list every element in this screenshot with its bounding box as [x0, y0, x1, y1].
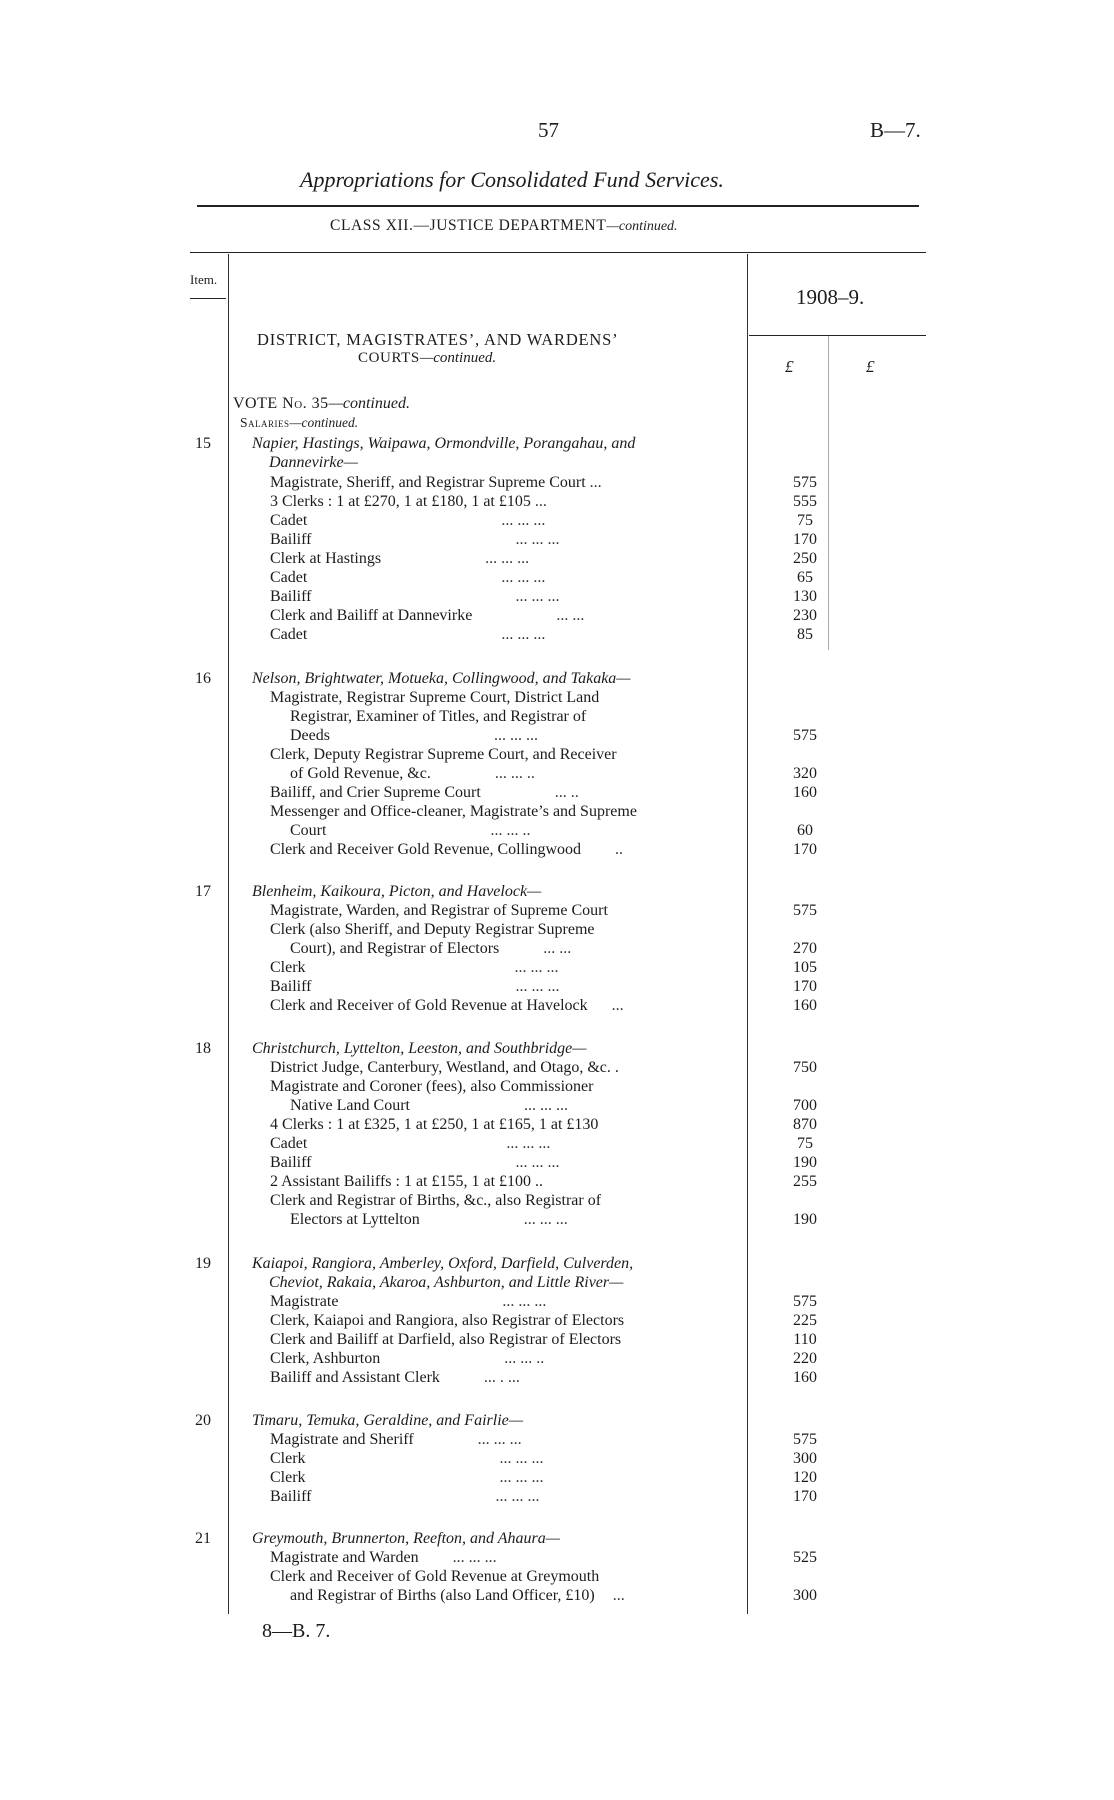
location-heading: Blenheim, Kaikoura, Picton, and Havelock—	[252, 883, 542, 900]
salary-line: Bailiff, and Crier Supreme Court ... ..	[270, 784, 579, 801]
salaries-label: Salaries—continued.	[240, 415, 359, 430]
salary-amount: 230	[793, 607, 817, 624]
salary-line: District Judge, Canterbury, Westland, and Otago, &c. .	[270, 1059, 619, 1076]
item-number: 17	[195, 883, 211, 900]
item-number: 16	[195, 670, 211, 687]
salary-line: Bailiff ... ... ...	[270, 588, 560, 605]
salary-amount: 250	[793, 550, 817, 567]
salary-amount: 300	[793, 1587, 817, 1604]
salary-amount: 75	[797, 512, 813, 529]
salary-amount: 220	[793, 1350, 817, 1367]
location-heading: Napier, Hastings, Waipawa, Ormondville, Porangahau, and	[252, 435, 636, 452]
salary-line: Clerk and Registrar of Births, &c., also Registrar of	[270, 1192, 602, 1209]
salary-line: Bailiff and Assistant Clerk ... . ...	[270, 1369, 520, 1386]
salary-amount: 160	[793, 1369, 817, 1386]
salary-amount: 170	[793, 841, 817, 858]
salary-amount: 555	[793, 493, 817, 510]
salary-line: Clerk (also Sheriff, and Deputy Registrar Supreme	[270, 921, 595, 938]
location-heading: Timaru, Temuka, Geraldine, and Fairlie—	[252, 1412, 523, 1429]
location-heading: Nelson, Brightwater, Motueka, Collingwood, and Takaka—	[252, 670, 631, 687]
salary-amount: 300	[793, 1450, 817, 1467]
item-number: 21	[195, 1530, 211, 1547]
location-heading: Christchurch, Lyttelton, Leeston, and Southbridge—	[252, 1040, 587, 1057]
pound-symbol-header: £	[785, 357, 794, 376]
salary-line: Cadet ... ... ...	[270, 569, 546, 586]
page-title: Appropriations for Consolidated Fund Services.	[300, 167, 724, 192]
page-code: B—7.	[870, 118, 921, 142]
salary-line-cont: Court ... ... ..	[290, 822, 531, 839]
salary-amount: 170	[793, 531, 817, 548]
salary-line: Magistrate and Coroner (fees), also Commissioner	[270, 1078, 594, 1095]
salary-amount: 255	[793, 1173, 817, 1190]
salary-line: Magistrate ... ... ...	[270, 1293, 547, 1310]
salary-line: Clerk and Bailiff at Darfield, also Registrar of Electors	[270, 1331, 622, 1348]
pound-symbol-header-2: £	[866, 357, 875, 376]
salary-line: Bailiff ... ... ...	[270, 531, 560, 548]
salary-amount: 750	[793, 1059, 817, 1076]
salary-amount: 870	[793, 1116, 817, 1133]
salary-line: Magistrate and Sheriff ... ... ...	[270, 1431, 522, 1448]
salary-line: Clerk ... ... ...	[270, 1450, 544, 1467]
year-header: 1908–9.	[796, 285, 865, 309]
salary-line: Clerk at Hastings ... ... ...	[270, 550, 530, 567]
year-header-rule	[749, 335, 926, 336]
salary-line: Bailiff ... ... ...	[270, 1154, 560, 1171]
salary-amount: 130	[793, 588, 817, 605]
salary-amount: 575	[793, 727, 817, 744]
salary-amount: 110	[793, 1331, 817, 1348]
salary-line-cont: Native Land Court ... ... ...	[290, 1097, 568, 1114]
salary-amount: 225	[793, 1312, 817, 1329]
location-heading-cont: Cheviot, Rakaia, Akaroa, Ashburton, and Little River—	[269, 1274, 624, 1291]
item-column-header: Item.	[190, 272, 218, 287]
salary-line: Clerk and Bailiff at Dannevirke ... ...	[270, 607, 585, 624]
salary-line: 4 Clerks : 1 at £325, 1 at £250, 1 at £165, 1 at £130	[270, 1116, 599, 1133]
salary-line-cont: of Gold Revenue, &c. ... ... ..	[290, 765, 535, 782]
salary-amount: 575	[793, 902, 817, 919]
salary-line: Magistrate, Sheriff, and Registrar Supreme Court ...	[270, 474, 602, 491]
salary-line: Clerk, Deputy Registrar Supreme Court, and Receiver	[270, 746, 617, 763]
location-heading: Kaiapoi, Rangiora, Amberley, Oxford, Darfield, Culverden,	[252, 1255, 634, 1272]
item-number: 20	[195, 1412, 211, 1429]
salary-line: 2 Assistant Bailiffs : 1 at £155, 1 at £100 ..	[270, 1173, 544, 1190]
salary-line: Clerk and Receiver Gold Revenue, Collingwood ..	[270, 841, 624, 858]
table-top-rule	[190, 252, 926, 253]
salary-amount: 65	[797, 569, 813, 586]
salary-line: Bailiff ... ... ...	[270, 1488, 540, 1505]
salary-amount: 170	[793, 1488, 817, 1505]
salary-amount: 525	[793, 1549, 817, 1566]
salary-line-cont: Court), and Registrar of Electors ... ...	[290, 940, 572, 957]
salary-line: Clerk and Receiver of Gold Revenue at Greymouth	[270, 1568, 600, 1585]
item-number: 19	[195, 1255, 211, 1272]
salary-line: Clerk, Ashburton ... ... ..	[270, 1350, 545, 1367]
item-header-rule	[190, 298, 226, 299]
salary-line: Cadet ... ... ...	[270, 1135, 551, 1152]
salary-amount: 700	[793, 1097, 817, 1114]
salary-amount: 575	[793, 474, 817, 491]
salary-line: Magistrate and Warden ... ... ...	[270, 1549, 497, 1566]
salary-amount: 190	[793, 1154, 817, 1171]
salary-line: Clerk ... ... ...	[270, 1469, 544, 1486]
salary-amount: 170	[793, 978, 817, 995]
salary-line: Cadet ... ... ...	[270, 512, 546, 529]
salary-amount: 160	[793, 784, 817, 801]
item-column-divider	[228, 254, 229, 1614]
salary-amount: 60	[797, 822, 813, 839]
salary-line: Cadet ... ... ...	[270, 626, 546, 643]
salary-line: Bailiff ... ... ...	[270, 978, 560, 995]
salary-line-cont: Electors at Lyttelton ... ... ...	[290, 1211, 568, 1228]
salary-amount: 85	[797, 626, 813, 643]
salary-line: Messenger and Office-cleaner, Magistrate’s and Supreme	[270, 803, 637, 820]
salary-line-cont: Deeds ... ... ...	[290, 727, 538, 744]
salary-line: Clerk, Kaiapoi and Rangiora, also Registrar of Electors	[270, 1312, 625, 1329]
item-number: 15	[195, 435, 211, 452]
salary-amount: 75	[797, 1135, 813, 1152]
salary-line: 3 Clerks : 1 at £270, 1 at £180, 1 at £105 ...	[270, 493, 547, 510]
salary-amount: 575	[793, 1431, 817, 1448]
salary-amount: 190	[793, 1211, 817, 1228]
footer-signature: 8—B. 7.	[262, 1620, 331, 1642]
page-number: 57	[538, 118, 559, 142]
item-number: 18	[195, 1040, 211, 1057]
salary-line: Clerk ... ... ...	[270, 959, 559, 976]
class-heading: CLASS XII.—JUSTICE DEPARTMENT—continued.	[330, 217, 678, 234]
district-heading: DISTRICT, MAGISTRATES’, AND WARDENS’	[257, 330, 619, 349]
salary-amount: 120	[793, 1469, 817, 1486]
title-rule	[197, 205, 919, 207]
salary-line-cont: Registrar, Examiner of Titles, and Registrar of	[290, 708, 587, 725]
salary-amount: 270	[793, 940, 817, 957]
location-heading: Greymouth, Brunnerton, Reefton, and Ahaura—	[252, 1530, 560, 1547]
salary-line-cont: and Registrar of Births (also Land Officer, £10) ...	[290, 1587, 625, 1604]
location-heading-cont: Dannevirke—	[269, 454, 358, 471]
salary-amount: 575	[793, 1293, 817, 1310]
salary-amount: 105	[793, 959, 817, 976]
courts-heading: COURTS—continued.	[358, 350, 497, 366]
salary-amount: 160	[793, 997, 817, 1014]
amount-column-divider	[747, 254, 748, 1614]
salary-line: Magistrate, Registrar Supreme Court, District Land	[270, 689, 600, 706]
salary-amount: 320	[793, 765, 817, 782]
salary-line: Clerk and Receiver of Gold Revenue at Havelock ...	[270, 997, 624, 1014]
vote-label: VOTE No. 35—continued.	[233, 395, 410, 412]
salary-line: Magistrate, Warden, and Registrar of Supreme Court	[270, 902, 608, 919]
